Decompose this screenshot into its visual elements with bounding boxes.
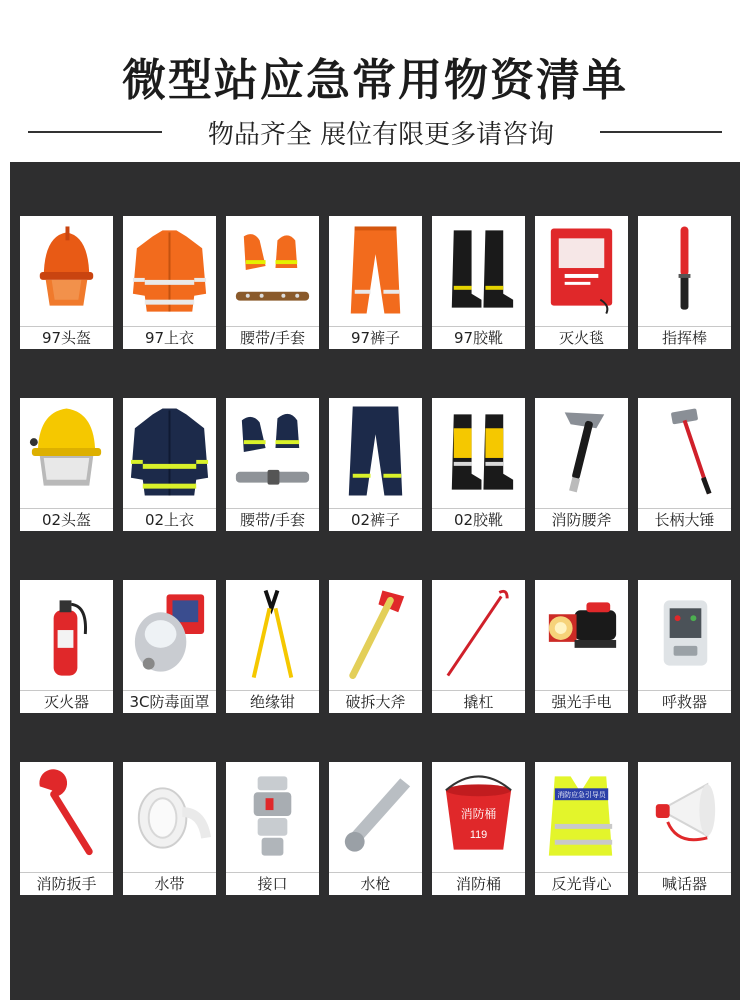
product-card[interactable] [535, 216, 628, 349]
product-card[interactable] [329, 216, 422, 349]
product-card[interactable] [123, 216, 216, 349]
product-label: 02裤子 [329, 508, 422, 531]
product-card[interactable] [226, 216, 319, 349]
insulated-cutter-icon [226, 580, 319, 690]
vest-text: 消防应急引导员 [557, 792, 606, 800]
product-label: 喊话器 [638, 872, 731, 895]
fire-bucket-icon [432, 762, 525, 872]
sledgehammer-icon [638, 398, 731, 508]
page-subtitle: 物品齐全 展位有限更多请咨询 [207, 120, 555, 150]
product-card[interactable] [20, 762, 113, 895]
product-card[interactable] [20, 580, 113, 713]
product-label: 破拆大斧 [329, 690, 422, 713]
product-card[interactable] [535, 762, 628, 895]
product-label: 强光手电 [535, 690, 628, 713]
product-card[interactable] [20, 398, 113, 531]
product-label: 02上衣 [123, 508, 216, 531]
product-label: 97裤子 [329, 326, 422, 349]
product-card[interactable] [638, 398, 731, 531]
product-label: 腰带/手套 [226, 326, 319, 349]
product-label: 水枪 [329, 872, 422, 895]
product-card[interactable] [432, 580, 525, 713]
product-card[interactable] [535, 580, 628, 713]
product-card[interactable] [638, 216, 731, 349]
product-card[interactable] [535, 398, 628, 531]
divider-left [28, 131, 162, 133]
product-label: 3C防毒面罩 [123, 690, 216, 713]
jacket-navy-icon [123, 398, 216, 508]
reflective-vest-icon [535, 762, 628, 872]
product-label: 02胶靴 [432, 508, 525, 531]
product-card[interactable] [638, 762, 731, 895]
product-card[interactable] [432, 762, 525, 895]
nozzle-icon [329, 762, 422, 872]
megaphone-icon [638, 762, 731, 872]
product-card[interactable] [123, 762, 216, 895]
product-label: 反光背心 [535, 872, 628, 895]
jacket-orange-icon [123, 216, 216, 326]
product-label: 消防扳手 [20, 872, 113, 895]
divider-right [600, 131, 722, 133]
product-label: 02头盔 [20, 508, 113, 531]
product-label: 绝缘钳 [226, 690, 319, 713]
product-label: 灭火毯 [535, 326, 628, 349]
product-label: 撬杠 [432, 690, 525, 713]
product-label: 水带 [123, 872, 216, 895]
belt-gloves-navy-icon [226, 398, 319, 508]
product-card[interactable] [123, 398, 216, 531]
page-title: 微型站应急常用物资清单 [122, 55, 628, 106]
extinguisher-icon [20, 580, 113, 690]
product-label: 长柄大锤 [638, 508, 731, 531]
hydrant-wrench-icon [20, 762, 113, 872]
subtitle-row [0, 112, 750, 152]
helmet-yellow-icon [20, 398, 113, 508]
product-card[interactable] [20, 216, 113, 349]
product-card[interactable] [329, 580, 422, 713]
product-card[interactable] [329, 762, 422, 895]
header [0, 0, 750, 162]
fire-blanket-icon [535, 216, 628, 326]
product-card[interactable] [226, 398, 319, 531]
product-label: 灭火器 [20, 690, 113, 713]
product-label: 接口 [226, 872, 319, 895]
product-label: 呼救器 [638, 690, 731, 713]
product-card[interactable] [432, 398, 525, 531]
crowbar-icon [432, 580, 525, 690]
product-label: 指挥棒 [638, 326, 731, 349]
helmet-orange-icon [20, 216, 113, 326]
product-label: 消防腰斧 [535, 508, 628, 531]
bucket-text-line2: 119 [469, 828, 488, 841]
product-grid [10, 162, 740, 1000]
boots-yellow-icon [432, 398, 525, 508]
product-card[interactable] [329, 398, 422, 531]
product-card[interactable] [123, 580, 216, 713]
baton-icon [638, 216, 731, 326]
product-label: 腰带/手套 [226, 508, 319, 531]
pants-orange-icon [329, 216, 422, 326]
pants-navy-icon [329, 398, 422, 508]
fire-hose-icon [123, 762, 216, 872]
product-card[interactable] [226, 762, 319, 895]
searchlight-icon [535, 580, 628, 690]
hose-coupling-icon [226, 762, 319, 872]
distress-alarm-icon [638, 580, 731, 690]
gas-mask-icon [123, 580, 216, 690]
waist-axe-icon [535, 398, 628, 508]
product-label: 消防桶 [432, 872, 525, 895]
product-label: 97头盔 [20, 326, 113, 349]
product-label: 97胶靴 [432, 326, 525, 349]
bucket-text-line1: 消防桶 [460, 806, 497, 821]
rubber-boots-icon [432, 216, 525, 326]
belt-gloves-orange-icon [226, 216, 319, 326]
big-axe-icon [329, 580, 422, 690]
product-card[interactable] [638, 580, 731, 713]
product-card[interactable] [432, 216, 525, 349]
product-card[interactable] [226, 580, 319, 713]
product-label: 97上衣 [123, 326, 216, 349]
